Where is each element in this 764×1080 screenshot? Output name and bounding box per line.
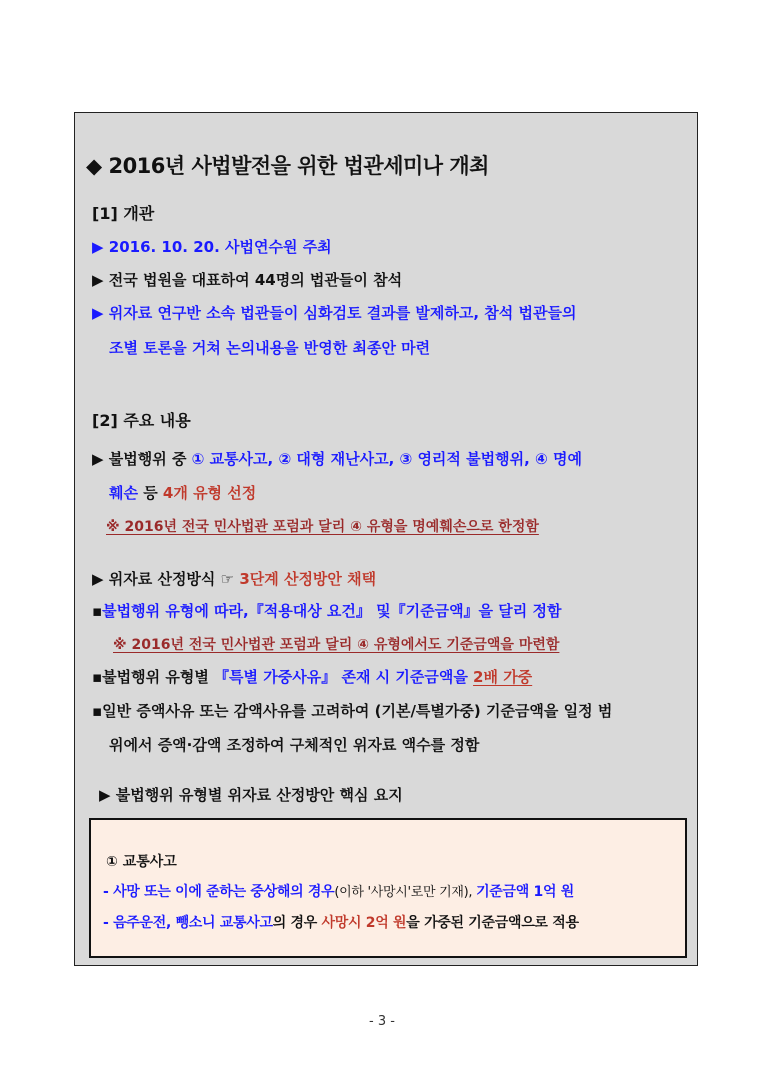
bullet-3-marker: ▪	[92, 602, 103, 620]
bullet-6: ▶ 불법행위 유형별 위자료 산정방안 핵심 요지	[99, 786, 403, 804]
box-heading: ① 교통사고	[106, 854, 177, 870]
bullet-1-line2	[109, 482, 256, 503]
bullet-4	[92, 666, 532, 687]
three-step: 3단계 산정방안 채택	[239, 570, 377, 588]
bullet-2	[92, 568, 376, 589]
item-commercial: ③ 영리적 불법행위,	[399, 450, 530, 468]
bullet-1-prefix: ▶ 불법행위 중	[92, 450, 192, 468]
box-line2-c: 사망시 2억 원	[321, 915, 407, 931]
page-title: ◆ 2016년 사법발전을 위한 법관세미나 개최	[86, 154, 489, 178]
box-line1-b: (이하 '사망시'로만 기재),	[334, 885, 477, 900]
box-line2-a: - 음주운전, 뺑소니 교통사고	[103, 915, 273, 931]
item-disaster: ② 대형 재난사고,	[278, 450, 395, 468]
section1-heading: [1] 개관	[92, 204, 155, 223]
box-line2-b: 의 경우	[272, 915, 322, 931]
section1-line1: ▶ 2016. 10. 20. 사법연수원 주최	[92, 238, 332, 256]
section1-line3a: ▶ 위자료 연구반 소속 법관들이 심화검토 결과를 발제하고, 참석 법관들의	[92, 304, 577, 322]
etc-text: 등	[137, 484, 163, 502]
note-2: ※ 2016년 전국 민사법관 포럼과 달리 ④ 유형에서도 기준금액을 마련함	[113, 637, 560, 653]
bullet-4-prefix: ▪불법행위 유형별	[92, 668, 215, 686]
item-traffic: ① 교통사고,	[191, 450, 274, 468]
section2-heading: [2] 주요 내용	[92, 411, 191, 430]
page-number: - 3 -	[369, 1014, 395, 1029]
bullet-5a: ▪일반 증액사유 또는 감액사유를 고려하여 (기본/특별가중) 기준금액을 일정 범	[92, 702, 613, 720]
box-line1-a: - 사망 또는 이에 준하는 중상해의 경우	[103, 884, 335, 900]
bullet-5b: 위에서 증액·감액 조정하여 구체적인 위자료 액수를 정함	[109, 736, 480, 754]
box-line2-d: 을 가중된 기준금액으로 적용	[406, 915, 579, 931]
special-aggravation: 『특별 가중사유』	[214, 668, 337, 686]
bullet-1-line1	[92, 448, 582, 469]
bullet-4-mid: 존재 시 기준금액을	[341, 668, 474, 686]
note-1: ※ 2016년 전국 민사법관 포럼과 달리 ④ 유형을 명예훼손으로 한정함	[106, 519, 539, 535]
bullet-2-prefix: ▶ 위자료 산정방식 ☞	[92, 570, 240, 588]
double-aggravation: 2배 가중	[473, 668, 533, 686]
bullet-3	[92, 600, 561, 621]
item-defamation: ④ 명예	[535, 450, 582, 468]
four-types: 4개 유형 선정	[162, 484, 257, 502]
box-line1-c: 기준금액 1억 원	[476, 884, 575, 900]
section1-line3b: 조별 토론을 거쳐 논의내용을 반영한 최종안 마련	[109, 339, 431, 357]
bullet-3-text: 불법행위 유형에 따라,『적용대상 요건』 및『기준금액』을 달리 정함	[102, 602, 562, 620]
section1-line2: ▶ 전국 법원을 대표하여 44명의 법관들이 참석	[92, 271, 403, 289]
box-line1	[103, 881, 574, 901]
defamation-cont: 훼손	[109, 484, 138, 502]
box-line2	[103, 912, 579, 932]
